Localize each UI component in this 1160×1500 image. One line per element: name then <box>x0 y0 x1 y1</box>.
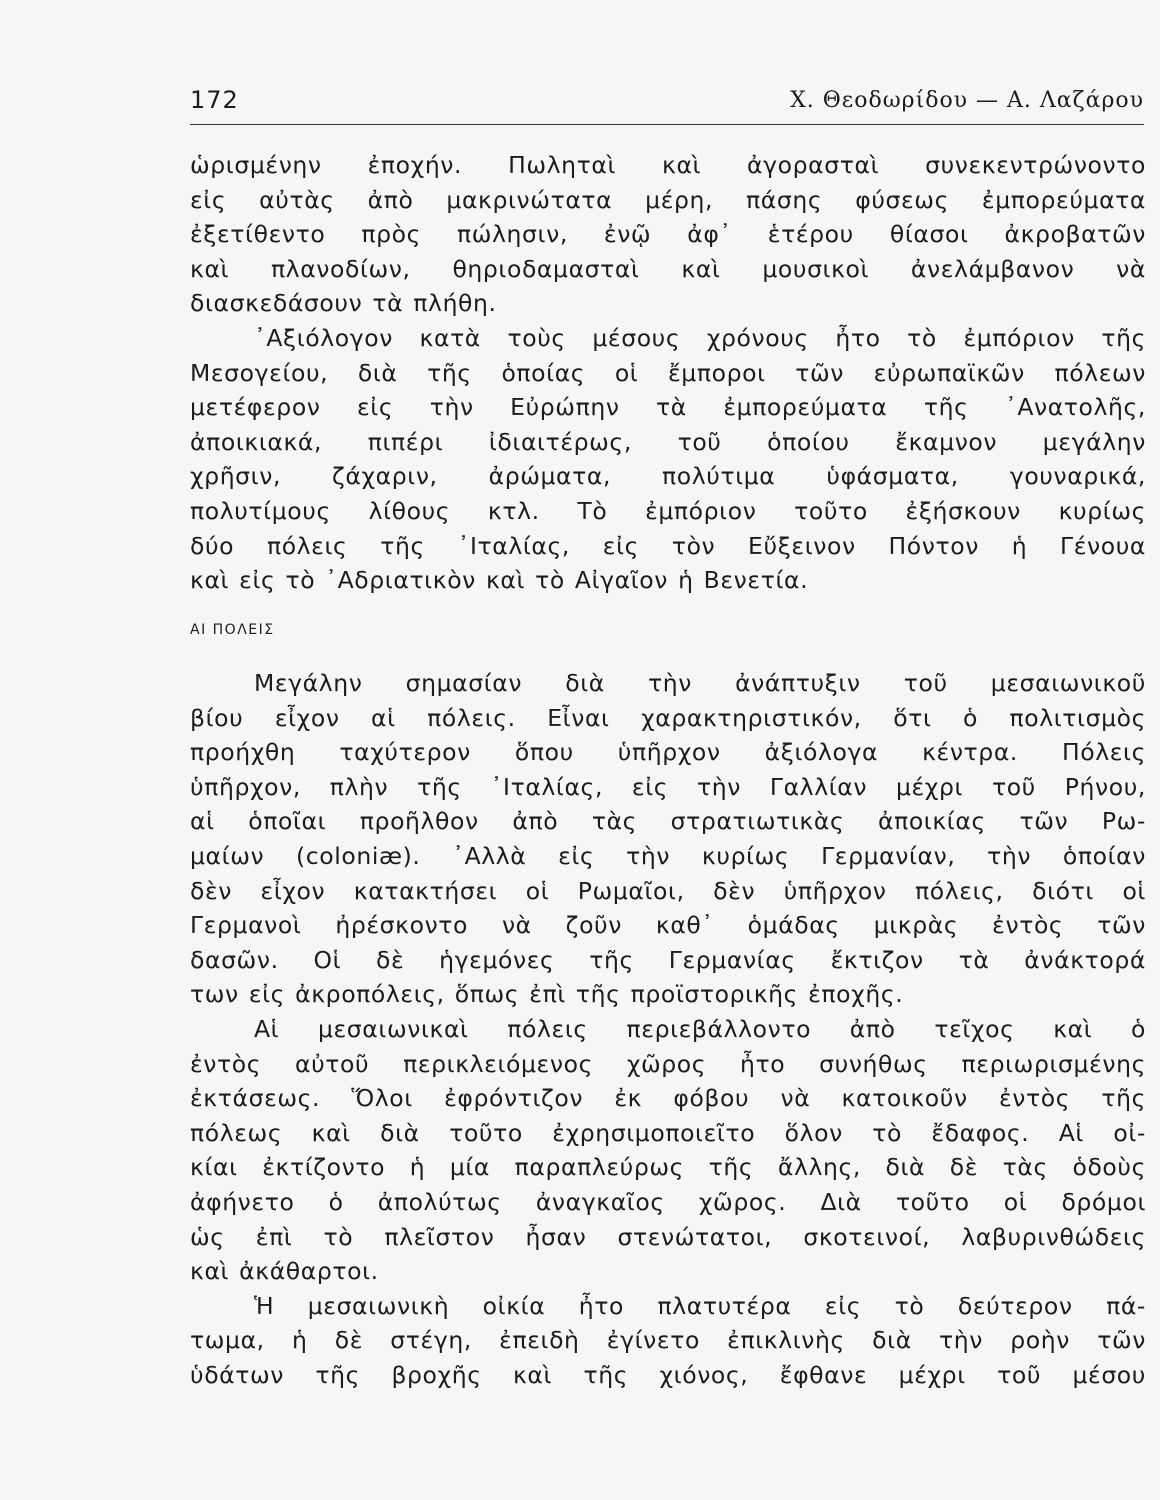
text-line: ὑπῆρχον, πλὴν τῆς ᾽Ιταλίας, εἰς τὴν Γαλλίαν μέχρι τοῦ Ρήνου, <box>190 772 1146 801</box>
text-line: πολυτίμους λίθους κτλ. Τὸ ἐμπόριον τοῦτο ἐξήσκουν κυρίως <box>190 496 1146 525</box>
text-line: καὶ εἰς τὸ ᾽Αδριατικὸν καὶ τὸ Αἰγαῖον ἡ Βενετία. <box>190 566 809 595</box>
text-line: διασκεδάσουν τὰ πλήθη. <box>190 289 497 318</box>
text-line: ἀφήνετο ὁ ἀπολύτως ἀναγκαῖος χῶρος. Διὰ τοῦτο οἱ δρόμοι <box>190 1187 1146 1216</box>
paragraph-block-fairs-trade <box>190 148 1146 598</box>
text-line: πόλεως καὶ διὰ τοῦτο ἐχρησιμοποιεῖτο ὅλον τὸ ἔδαφος. Αἱ οἰ- <box>190 1118 1146 1147</box>
text-line: Γερμανοὶ ἠρέσκοντο νὰ ζοῦν καθ᾽ ὁμάδας μικρὰς ἐντὸς τῶν <box>190 911 1146 940</box>
text-line: ἐκτάσεως. Ὅλοι ἐφρόντιζον ἐκ φόβου νὰ κατοικοῦν ἐντὸς τῆς <box>190 1084 1146 1113</box>
text-line: ἀποικιακά, πιπέρι ἰδιαιτέρως, τοῦ ὁποίου ἔκαμνον μεγάλην <box>190 427 1146 456</box>
page-number: 172 <box>190 86 239 114</box>
text-line: Ἡ μεσαιωνικὴ οἰκία ἦτο πλατυτέρα εἰς τὸ δεύτερον πά- <box>254 1291 1146 1320</box>
text-line: δὲν εἶχον κατακτήσει οἱ Ρωμαῖοι, δὲν ὑπῆρχον πόλεις, διότι οἱ <box>190 876 1146 905</box>
text-line: βίου εἶχον αἱ πόλεις. Εἶναι χαρακτηριστικόν, ὅτι ὁ πολιτισμὸς <box>190 703 1146 732</box>
text-line: τωμα, ἡ δὲ στέγη, ἐπειδὴ ἐγίνετο ἐπικλινὴς διὰ τὴν ροὴν τῶν <box>190 1326 1146 1355</box>
running-head-authors: Χ. Θεοδωρίδου — Α. Λαζάρου <box>790 88 1144 113</box>
paragraph-block-cities <box>190 666 1146 1392</box>
running-head <box>190 86 1144 118</box>
text-line: ὡρισμένην ἐποχήν. Πωληταὶ καὶ ἀγορασταὶ συνεκεντρώνοντο <box>190 151 1146 179</box>
text-line: ὑδάτων τῆς βροχῆς καὶ τῆς χιόνος, ἔφθανε μέχρι τοῦ μέσου <box>190 1360 1146 1389</box>
text-line: μαίων (coloniæ). ᾽Αλλὰ εἰς τὴν κυρίως Γερμανίαν, τὴν ὁποίαν <box>190 841 1146 870</box>
header-rule <box>190 124 1144 125</box>
text-line: δασῶν. Οἱ δὲ ἡγεμόνες τῆς Γερμανίας ἔκτιζον τὰ ἀνάκτορά <box>190 945 1146 974</box>
text-line: ἐξετίθεντο πρὸς πώλησιν, ἐνῷ ἀφ᾽ ἑτέρου θίασοι ἀκροβατῶν <box>190 220 1146 249</box>
text-line: ὡς ἐπὶ τὸ πλεῖστον ἦσαν στενώτατοι, σκοτεινοί, λαβυρινθώδεις <box>190 1222 1146 1251</box>
text-line: μετέφερον εἰς τὴν Εὐρώπην τὰ ἐμπορεύματα τῆς ᾽Ανατολῆς, <box>190 393 1146 422</box>
text-line: καὶ ἀκάθαρτοι. <box>190 1257 379 1286</box>
text-line: καὶ πλανοδίων, θηριοδαμασταὶ καὶ μουσικοὶ ἀνελάμβανον νὰ <box>190 254 1146 283</box>
text-line: κίαι ἐκτίζοντο ἡ μία παραπλεύρως τῆς ἄλλης, διὰ δὲ τὰς ὁδοὺς <box>190 1153 1146 1182</box>
text-line: ἐντὸς αὐτοῦ περικλειόμενος χῶρος ἦτο συνήθως περιωρισμένης <box>190 1049 1146 1078</box>
text-line: των εἰς ἀκροπόλεις, ὅπως ἐπὶ τῆς προϊστορικῆς ἐποχῆς. <box>190 980 904 1009</box>
section-title: ΑΙ ΠΟΛΕΙΣ <box>190 622 275 638</box>
text-line: εἰς αὐτὰς ἀπὸ μακρινώτατα μέρη, πάσης φύσεως ἐμπορεύματα <box>190 185 1146 214</box>
text-line: Μεγάλην σημασίαν διὰ τὴν ἀνάπτυξιν τοῦ μεσαιωνικοῦ <box>254 669 1146 697</box>
text-line: προήχθη ταχύτερον ὅπου ὑπῆρχον ἀξιόλογα κέντρα. Πόλεις <box>190 738 1146 767</box>
text-line: αἱ ὁποῖαι προῆλθον ἀπὸ τὰς στρατιωτικὰς ἀποικίας τῶν Ρω- <box>190 807 1146 836</box>
text-line: ᾽Αξιόλογον κατὰ τοὺς μέσους χρόνους ἦτο τὸ ἐμπόριον τῆς <box>254 323 1146 352</box>
text-line: δύο πόλεις τῆς ᾽Ιταλίας, εἰς τὸν Εὔξεινον Πόντον ἡ Γένουα <box>190 531 1146 560</box>
text-line: Αἱ μεσαιωνικαὶ πόλεις περιεβάλλοντο ἀπὸ τεῖχος καὶ ὁ <box>254 1014 1146 1043</box>
text-line: Μεσογείου, διὰ τῆς ὁποίας οἱ ἔμποροι τῶν εὐρωπαϊκῶν πόλεων <box>190 358 1146 387</box>
text-line: χρῆσιν, ζάχαριν, ἀρώματα, πολύτιμα ὑφάσματα, γουναρικά, <box>190 462 1146 491</box>
